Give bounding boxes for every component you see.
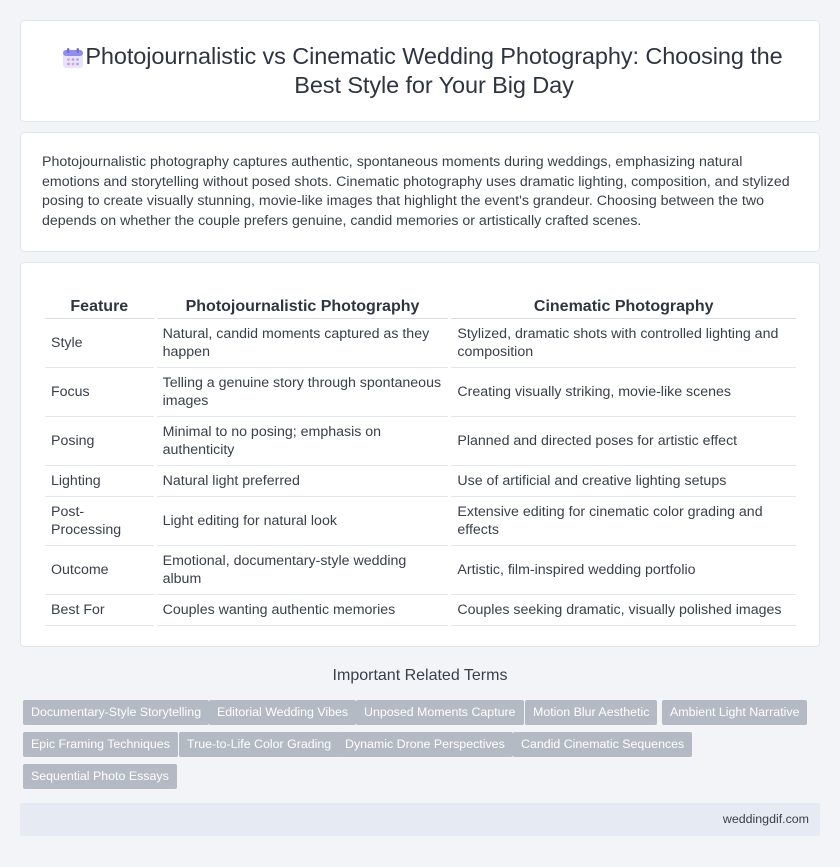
intro-card bbox=[20, 132, 820, 252]
table-cell: Natural, candid moments captured as they happen bbox=[157, 319, 449, 368]
header-feature: Feature bbox=[45, 296, 154, 319]
table-cell-feature: Outcome bbox=[45, 546, 154, 595]
footer bbox=[20, 803, 820, 836]
tag-link[interactable]: Candid Cinematic Sequences bbox=[513, 732, 692, 757]
table-row bbox=[45, 497, 796, 546]
tag-link[interactable]: True-to-Life Color Grading bbox=[179, 732, 339, 757]
table-header-row bbox=[45, 296, 796, 319]
table-cell: Emotional, documentary-style wedding album bbox=[157, 546, 449, 595]
table-cell: Couples wanting authentic memories bbox=[157, 595, 449, 626]
tag-link[interactable]: Documentary-Style Storytelling bbox=[23, 700, 209, 725]
table-row bbox=[45, 466, 796, 497]
header-cinematic: Cinematic Photography bbox=[451, 296, 796, 319]
table-cell: Light editing for natural look bbox=[157, 497, 449, 546]
table-cell: Natural light preferred bbox=[157, 466, 449, 497]
table-cell-feature: Style bbox=[45, 319, 154, 368]
table-cell: Couples seeking dramatic, visually polished images bbox=[451, 595, 796, 626]
table-row bbox=[45, 546, 796, 595]
tag-link[interactable]: Motion Blur Aesthetic bbox=[525, 700, 657, 725]
tag-link[interactable]: Dynamic Drone Perspectives bbox=[337, 732, 513, 757]
table-cell: Use of artificial and creative lighting setups bbox=[451, 466, 796, 497]
table-cell-feature: Best For bbox=[45, 595, 154, 626]
intro-paragraph: Photojournalistic photography captures authentic, spontaneous moments during weddings, emphasizing natural emotions and storytelling without posed shots. Cinematic photography uses dramatic lighting, composition, and stylized posing to create visually stunning, movie-like images that highlight the event's grandeur. Choosing between the two depends on whether the couple prefers genuine, candid memories or artistically crafted scenes. bbox=[42, 154, 790, 229]
table-row bbox=[45, 368, 796, 417]
table-cell: Planned and directed poses for artistic effect bbox=[451, 417, 796, 466]
related-terms-heading: Important Related Terms bbox=[332, 667, 508, 684]
tag-link[interactable]: Sequential Photo Essays bbox=[23, 764, 177, 789]
tag-link[interactable]: Unposed Moments Capture bbox=[356, 700, 524, 725]
table-cell-feature: Lighting bbox=[45, 466, 154, 497]
comparison-table bbox=[42, 296, 799, 626]
footer-site-link[interactable]: weddingdif.com bbox=[722, 812, 809, 826]
table-cell: Minimal to no posing; emphasis on authenticity bbox=[157, 417, 449, 466]
table-row bbox=[45, 319, 796, 368]
table-cell-feature: Focus bbox=[45, 368, 154, 417]
table-cell: Artistic, film-inspired wedding portfolio bbox=[451, 546, 796, 595]
tag-link[interactable]: Editorial Wedding Vibes bbox=[209, 700, 356, 725]
table-cell: Stylized, dramatic shots with controlled lighting and composition bbox=[451, 319, 796, 368]
page-title: Photojournalistic vs Cinematic Wedding Photography: Choosing the Best Style for Your Big Day bbox=[85, 43, 783, 98]
table-row bbox=[45, 417, 796, 466]
table-cell: Extensive editing for cinematic color grading and effects bbox=[451, 497, 796, 546]
table-cell-feature: Post-Processing bbox=[45, 497, 154, 546]
tag-link[interactable]: Epic Framing Techniques bbox=[23, 732, 178, 757]
title-card bbox=[20, 20, 820, 122]
table-cell: Telling a genuine story through spontaneous images bbox=[157, 368, 449, 417]
table-cell-feature: Posing bbox=[45, 417, 154, 466]
tag-link[interactable]: Ambient Light Narrative bbox=[662, 700, 807, 725]
comparison-card bbox=[20, 262, 820, 647]
table-cell: Creating visually striking, movie-like scenes bbox=[451, 368, 796, 417]
table-row bbox=[45, 595, 796, 626]
header-photojournalistic: Photojournalistic Photography bbox=[157, 296, 449, 319]
